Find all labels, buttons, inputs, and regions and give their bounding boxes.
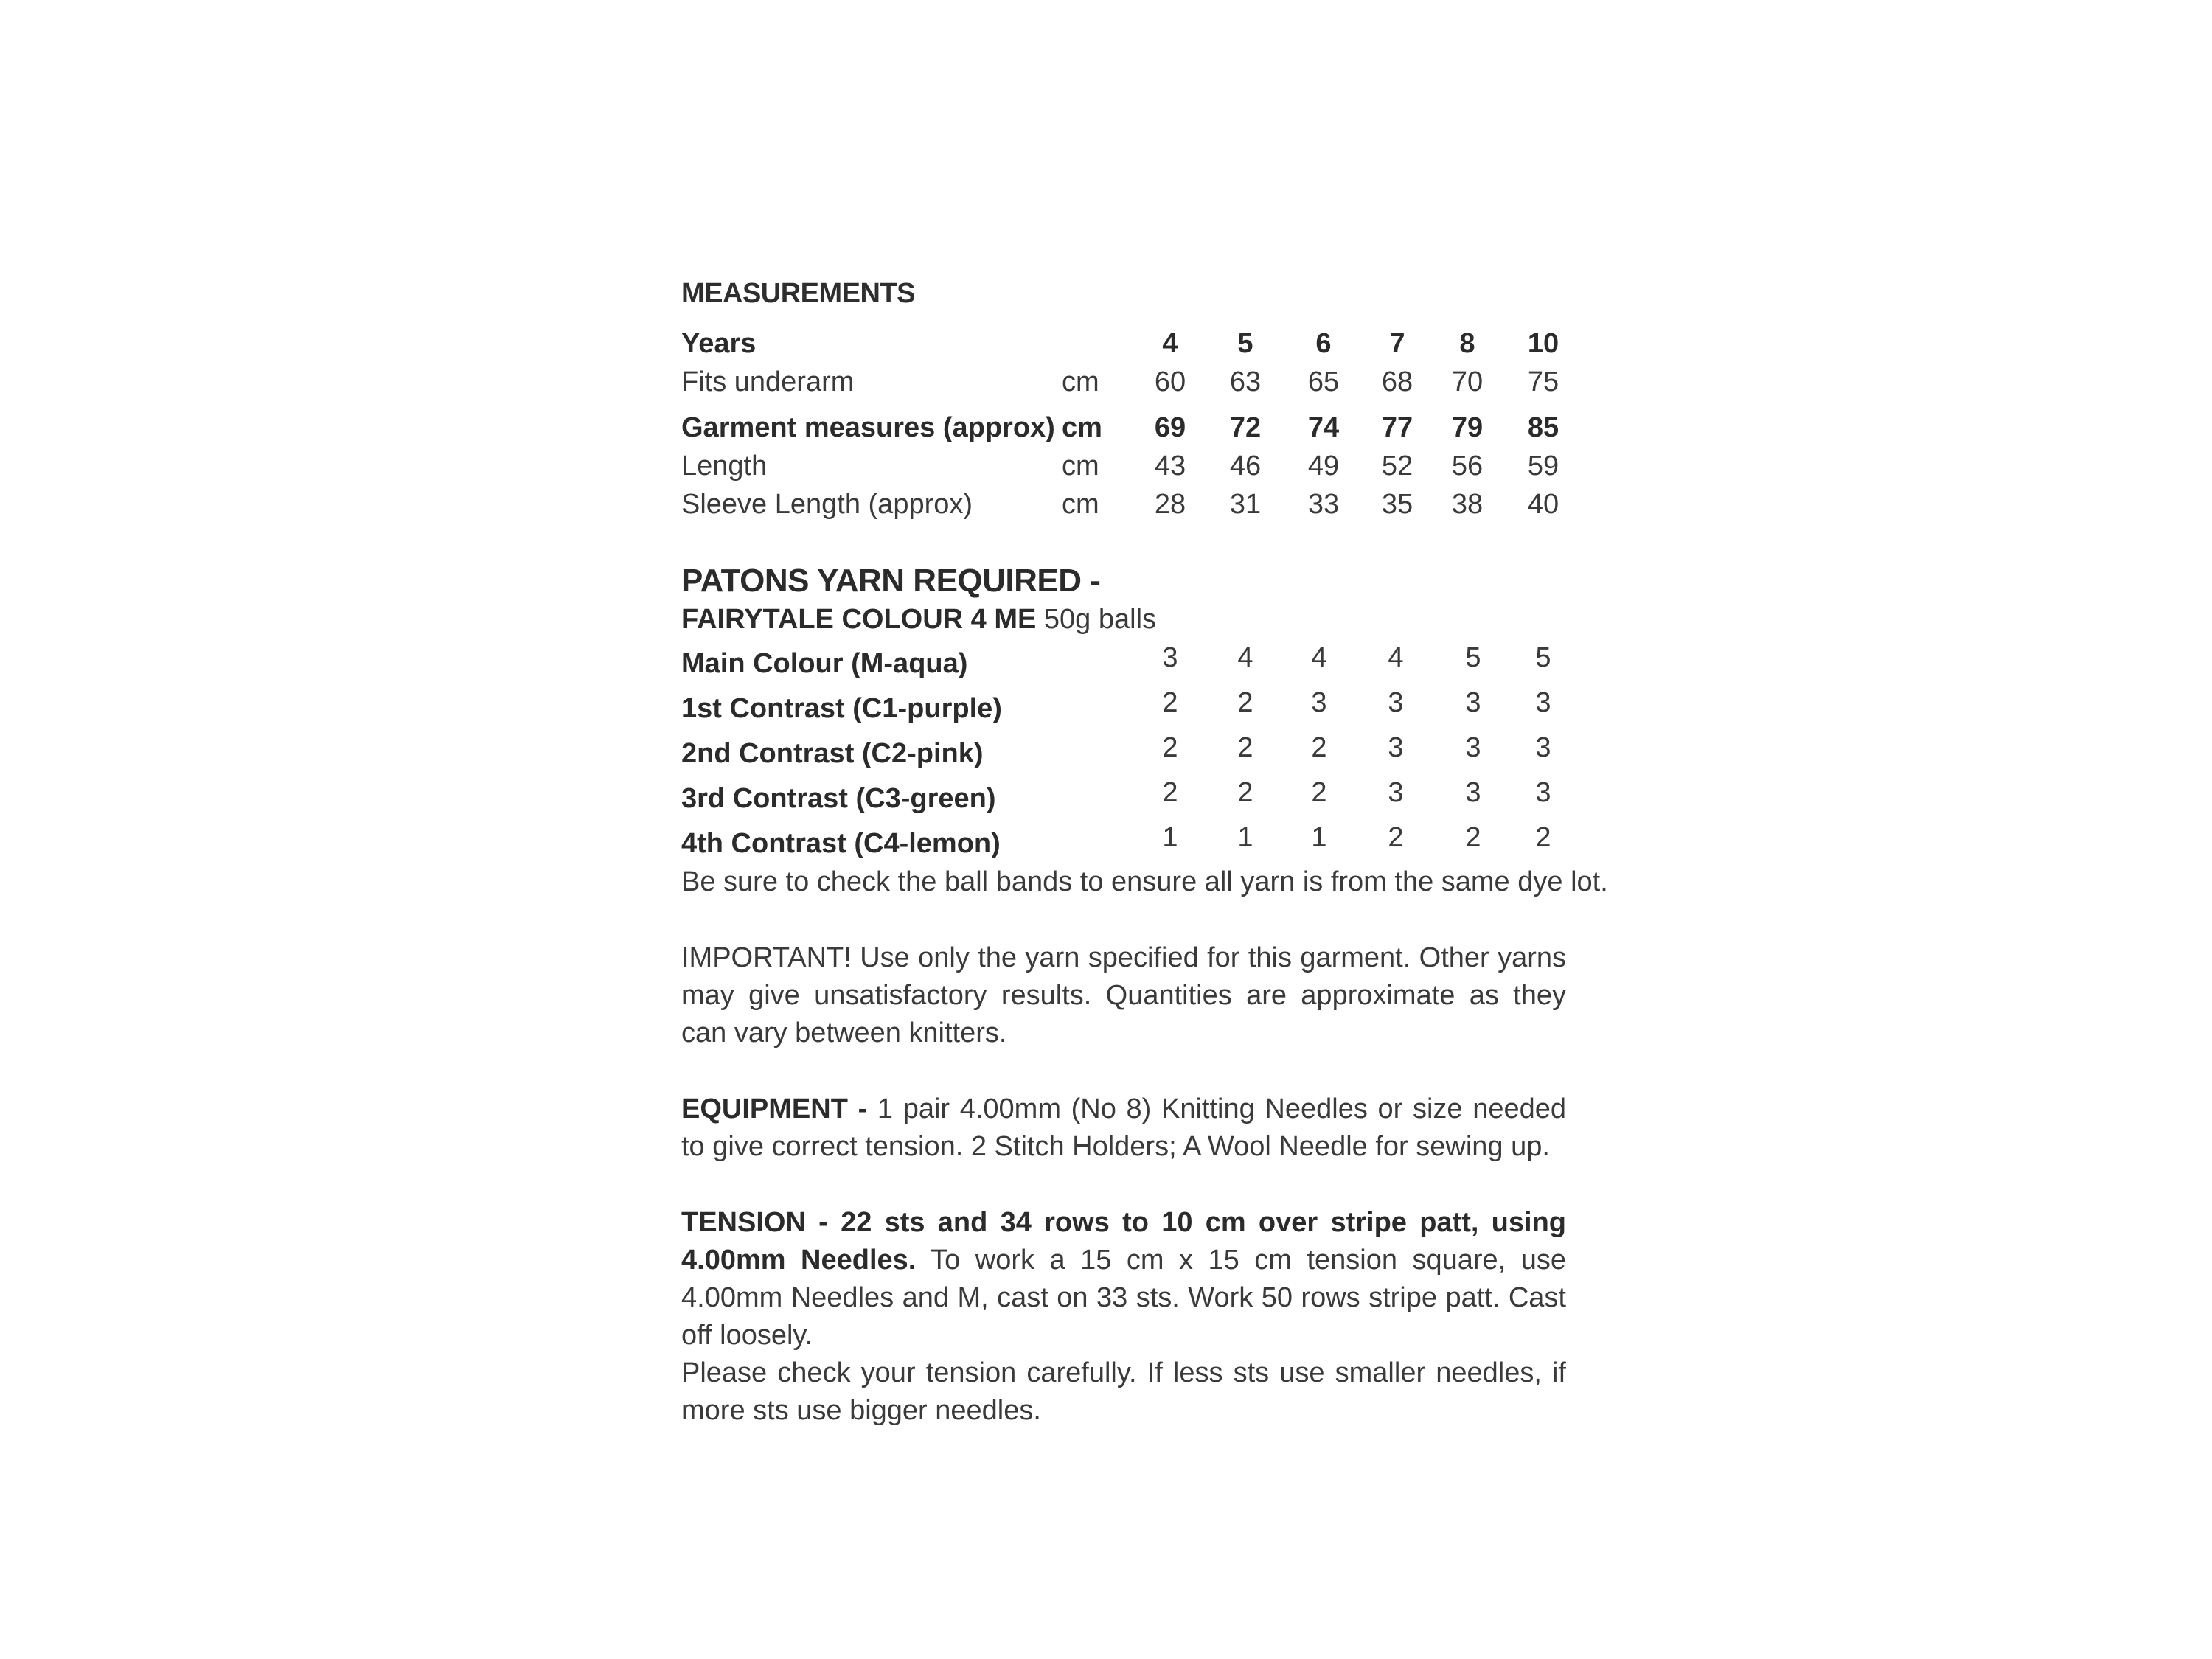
table-row xyxy=(681,447,1566,485)
yarn-subheading xyxy=(681,600,1566,639)
cell-value: 3 xyxy=(1388,732,1404,763)
cell-value: 2 xyxy=(1237,777,1253,808)
cell-value: 46 xyxy=(1229,451,1262,481)
cell-value: 3 xyxy=(1535,777,1551,808)
yarn-heading: PATONS YARN REQUIRED - xyxy=(681,563,1101,599)
table-row xyxy=(681,773,1566,818)
cell-value: 74 xyxy=(1307,412,1340,443)
row-label: Garment measures (approx) xyxy=(681,412,1055,443)
cell-value: 3 xyxy=(1388,777,1404,808)
tension-text: To work a 15 cm x 15 cm tension square, use 4.00mm Needles and M, cast on 33 sts. Work 50 rows stripe patt. Cast off loosely. xyxy=(681,1245,1566,1351)
cell-value: 65 xyxy=(1307,366,1340,397)
yarn-name: FAIRYTALE COLOUR 4 ME xyxy=(681,604,1037,635)
cell-value: 2 xyxy=(1237,732,1253,763)
row-unit: cm xyxy=(1062,451,1099,481)
cell-value: 5 xyxy=(1237,328,1253,359)
cell-value: 3 xyxy=(1388,687,1404,718)
cell-value: 72 xyxy=(1229,412,1262,443)
cell-value: 2 xyxy=(1237,687,1253,718)
row-label: Years xyxy=(681,328,757,359)
row-unit: cm xyxy=(1062,412,1102,443)
table-row xyxy=(681,728,1566,773)
cell-value: 3 xyxy=(1465,777,1481,808)
table-row xyxy=(681,485,1566,524)
cell-value: 4 xyxy=(1237,642,1253,673)
cell-value: 2 xyxy=(1162,732,1178,763)
tension-label: TENSION - 22 sts and 34 rows to 10 cm over stripe patt, using 4.00mm Needles. xyxy=(681,1207,1566,1276)
cell-value: 1 xyxy=(1162,822,1178,853)
cell-value: 77 xyxy=(1381,412,1413,443)
row-label: 2nd Contrast (C2-pink) xyxy=(681,738,984,769)
cell-value: 2 xyxy=(1465,822,1481,853)
cell-value: 40 xyxy=(1527,489,1559,520)
cell-value: 4 xyxy=(1311,642,1327,673)
cell-value: 60 xyxy=(1154,366,1186,397)
cell-value: 56 xyxy=(1451,451,1484,481)
row-label: Sleeve Length (approx) xyxy=(681,489,973,520)
cell-value: 2 xyxy=(1311,777,1327,808)
cell-value: 59 xyxy=(1527,451,1559,481)
cell-value: 6 xyxy=(1315,328,1332,359)
row-label: Fits underarm xyxy=(681,366,855,397)
equipment-text: 1 pair 4.00mm (No 8) Knitting Needles or size needed to give correct tension. 2 Stitch Holders; A Wool Needle for sewing up. xyxy=(681,1093,1566,1162)
equipment-section xyxy=(681,1091,1566,1166)
tension-section xyxy=(681,1204,1566,1430)
cell-value: 79 xyxy=(1451,412,1484,443)
dye-lot-note: Be sure to check the ball bands to ensure all yarn is from the same dye lot. xyxy=(681,866,1608,897)
cell-value: 75 xyxy=(1527,366,1559,397)
cell-value: 31 xyxy=(1229,489,1262,520)
row-unit: cm xyxy=(1062,366,1099,397)
row-label: 4th Contrast (C4-lemon) xyxy=(681,828,1001,859)
table-row xyxy=(681,324,1566,363)
table-row xyxy=(681,818,1566,863)
row-label: Main Colour (M-aqua) xyxy=(681,648,968,679)
cell-value: 3 xyxy=(1535,732,1551,763)
cell-value: 85 xyxy=(1527,412,1559,443)
row-unit: cm xyxy=(1062,489,1099,520)
cell-value: 49 xyxy=(1307,451,1340,481)
cell-value: 2 xyxy=(1162,687,1178,718)
cell-value: 4 xyxy=(1162,328,1178,359)
cell-value: 4 xyxy=(1388,642,1404,673)
important-note: IMPORTANT! Use only the yarn specified for this garment. Other yarns may give unsatisfactory results. Quantities are approximate as they can vary between knitters. xyxy=(681,942,1566,1048)
cell-value: 10 xyxy=(1527,328,1559,359)
cell-value: 38 xyxy=(1451,489,1484,520)
row-label: Length xyxy=(681,451,768,481)
cell-value: 35 xyxy=(1381,489,1413,520)
cell-value: 69 xyxy=(1154,412,1186,443)
cell-value: 3 xyxy=(1162,642,1178,673)
cell-value: 2 xyxy=(1388,822,1404,853)
cell-value: 5 xyxy=(1535,642,1551,673)
table-row xyxy=(681,684,1566,728)
cell-value: 2 xyxy=(1535,822,1551,853)
row-label: 3rd Contrast (C3-green) xyxy=(681,783,996,814)
cell-value: 8 xyxy=(1459,328,1475,359)
cell-value: 3 xyxy=(1465,687,1481,718)
measurements-table xyxy=(681,324,1566,524)
cell-value: 70 xyxy=(1451,366,1484,397)
cell-value: 1 xyxy=(1311,822,1327,853)
tension-check: Please check your tension carefully. If less sts use smaller needles, if more sts use bigger needles. xyxy=(681,1357,1566,1426)
pattern-page xyxy=(681,277,1608,1430)
table-row xyxy=(681,639,1566,684)
cell-value: 2 xyxy=(1162,777,1178,808)
cell-value: 7 xyxy=(1389,328,1405,359)
cell-value: 2 xyxy=(1311,732,1327,763)
cell-value: 28 xyxy=(1154,489,1186,520)
cell-value: 3 xyxy=(1535,687,1551,718)
cell-value: 52 xyxy=(1381,451,1413,481)
yarn-table xyxy=(681,639,1566,863)
cell-value: 63 xyxy=(1229,366,1262,397)
row-label: 1st Contrast (C1-purple) xyxy=(681,693,1002,724)
cell-value: 1 xyxy=(1237,822,1253,853)
table-row xyxy=(681,408,1566,447)
table-row xyxy=(681,363,1566,401)
measurements-heading: MEASUREMENTS xyxy=(681,278,916,309)
yarn-ball-size: 50g balls xyxy=(1036,604,1157,635)
equipment-label: EQUIPMENT - xyxy=(681,1093,868,1124)
cell-value: 68 xyxy=(1381,366,1413,397)
cell-value: 43 xyxy=(1154,451,1186,481)
cell-value: 5 xyxy=(1465,642,1481,673)
cell-value: 3 xyxy=(1465,732,1481,763)
cell-value: 3 xyxy=(1311,687,1327,718)
cell-value: 33 xyxy=(1307,489,1340,520)
